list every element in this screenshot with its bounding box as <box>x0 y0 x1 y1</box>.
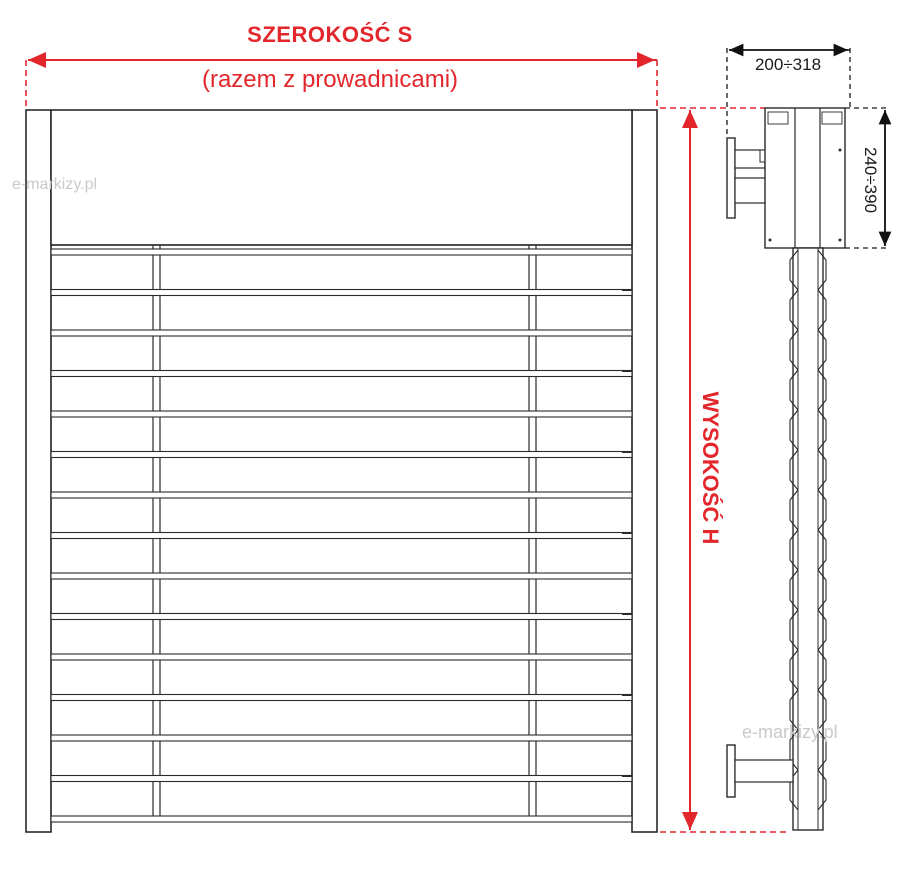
front-slat <box>51 735 632 741</box>
front-slat <box>51 452 632 458</box>
side-head-box <box>765 108 845 248</box>
front-slat <box>51 371 632 377</box>
right-guide-rail <box>632 110 657 832</box>
front-slat <box>51 573 632 579</box>
front-slat <box>51 492 632 498</box>
front-slat <box>51 654 632 660</box>
front-view <box>26 110 657 832</box>
front-slat <box>51 290 632 296</box>
front-slat <box>51 533 632 539</box>
bottom-wall-bracket <box>727 745 735 797</box>
head-box <box>51 110 632 245</box>
depth-range-label: 200÷318 <box>754 55 822 74</box>
box-height-range-label: 240÷390 <box>861 146 880 214</box>
watermark-bottom: e-markizy.pl <box>742 722 838 742</box>
width-title: SZEROKOŚĆ S <box>247 22 413 47</box>
watermark-top: e-markizy.pl <box>12 176 98 193</box>
front-slats <box>51 249 632 822</box>
top-wall-bracket <box>727 138 735 218</box>
front-slat <box>51 816 632 822</box>
front-slat <box>51 330 632 336</box>
width-subtitle: (razem z prowadnicami) <box>201 66 459 93</box>
front-slat <box>51 249 632 255</box>
front-slat <box>51 614 632 620</box>
front-slat <box>51 776 632 782</box>
front-slat <box>51 411 632 417</box>
left-guide-rail <box>26 110 51 832</box>
height-title: WYSOKOŚĆ H <box>698 391 723 545</box>
front-slat <box>51 695 632 701</box>
